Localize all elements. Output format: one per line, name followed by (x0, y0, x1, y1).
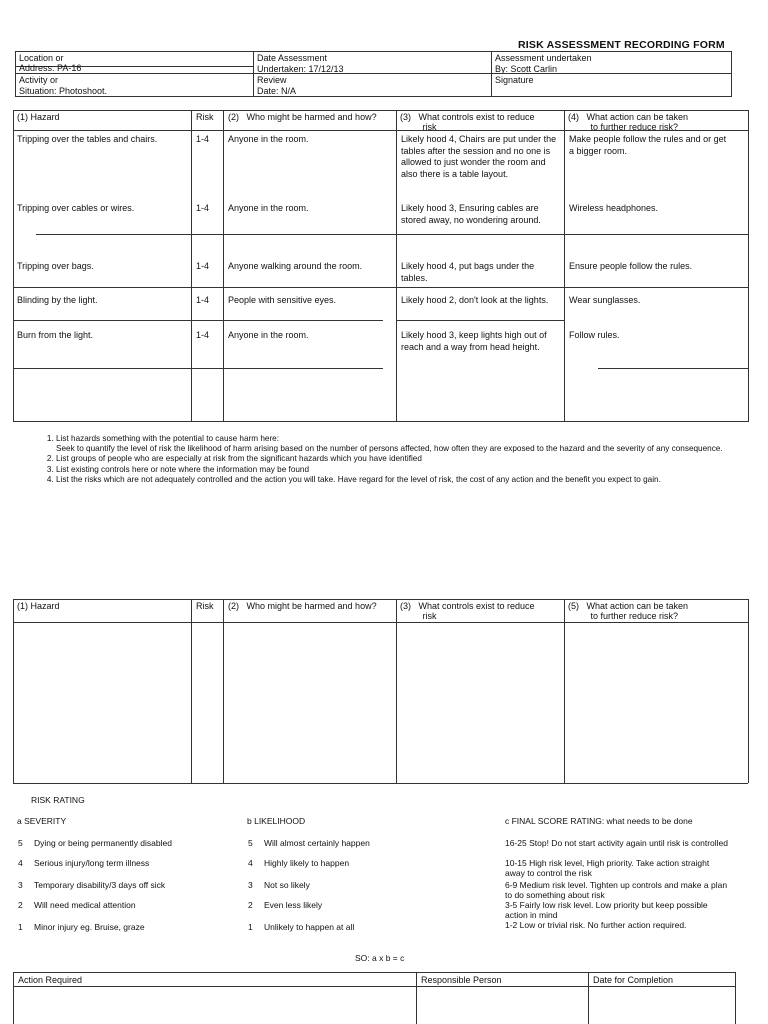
t1-col-line-2 (223, 110, 224, 422)
t1-col-line-1 (191, 110, 192, 422)
situation-value: Situation: Photoshoot. (19, 86, 108, 96)
responsible-person-header: Responsible Person (421, 975, 502, 985)
severity-text: Serious injury/long term illness (34, 858, 150, 868)
table-row-action: Wireless headphones. (569, 203, 659, 213)
signature-cell (491, 73, 732, 97)
address-cell (15, 51, 254, 73)
note-subtext: Seek to quantify the level of risk the likelihood of harm arising based on the number of persons affected, how often they are exposed to the hazard and the severity of any consequence. (56, 444, 723, 454)
severity-text: Will need medical attention (34, 900, 136, 910)
severity-num: 4 (18, 858, 23, 868)
table-row-risk: 1-4 (196, 295, 210, 305)
t2-top-line (13, 599, 748, 600)
signature-label: Signature (495, 75, 534, 85)
table-row-hazard: Tripping over the tables and chairs. (17, 134, 158, 144)
note-item: 4. List the risks which are not adequately controlled and the action you will take. Have regard for the level of risk, the cost of any action and the benefit you expect to gain. (56, 475, 746, 485)
undertaken-value: Undertaken: 17/12/13 (257, 64, 344, 74)
note-item: 3. List existing controls here or note where the information may be found (56, 465, 746, 475)
review-date-value: Date: N/A (257, 86, 297, 96)
table-row-hazard: Tripping over cables or wires. (17, 203, 135, 213)
note-text: List hazards something with the potential to cause harm here: (56, 434, 280, 443)
review-label: Review (257, 75, 287, 85)
table-row-who: Anyone in the room. (228, 134, 309, 144)
t2-left-line (13, 599, 14, 783)
likelihood-title: b LIKELIHOOD (247, 816, 306, 826)
t2-col-line-3 (396, 599, 397, 783)
table-row-action: Make people follow the rules and or get a bigger room. (569, 134, 727, 156)
guidance-notes (40, 434, 746, 485)
t1-row-line-4a (13, 368, 383, 369)
table-row-action: Ensure people follow the rules. (569, 261, 693, 271)
likelihood-text: Unlikely to happen at all (264, 922, 355, 932)
completion-date-header: Date for Completion (593, 975, 674, 985)
likelihood-text: Will almost certainly happen (264, 838, 370, 848)
t1-right-line (748, 110, 749, 422)
action-col-line-2 (588, 972, 589, 1024)
t2-col-line-1 (191, 599, 192, 783)
action-header-line (13, 986, 735, 987)
t2-col-line-4 (564, 599, 565, 783)
final-score-item: 3-5 Fairly low risk level. Low priority but keep possible action in mind (505, 900, 708, 920)
note-item (56, 434, 746, 454)
t2-header-line (13, 622, 748, 623)
t1-col-line-4 (564, 110, 565, 422)
t1-row-line-3b (396, 320, 564, 321)
action-required-header: Action Required (18, 975, 83, 985)
likelihood-num: 4 (248, 858, 253, 868)
table-row-who: Anyone walking around the room. (228, 261, 363, 271)
t1-header-who: (2) Who might be harmed and how? (228, 112, 377, 122)
action-left-line (13, 972, 14, 1024)
t1-header-hazard: (1) Hazard (17, 112, 60, 122)
final-score-item: 10-15 High risk level, High priority. Take action straight away to control the risk (505, 858, 710, 878)
t1-row-line-4b (598, 368, 748, 369)
table-row-risk: 1-4 (196, 330, 210, 340)
table-row-risk: 1-4 (196, 203, 210, 213)
table-row-risk: 1-4 (196, 261, 210, 271)
likelihood-num: 2 (248, 900, 253, 910)
assessor-cell (491, 51, 732, 74)
table-row-action: Wear sunglasses. (569, 295, 641, 305)
t1-header-action: (4) What action can be taken to further reduce risk? (568, 112, 689, 132)
table-row-action: Follow rules. (569, 330, 620, 340)
final-score-item: 1-2 Low or trivial risk. No further action required. (505, 920, 687, 930)
t2-bottom-line (13, 783, 748, 784)
severity-text: Minor injury eg. Bruise, graze (34, 922, 145, 932)
severity-num: 2 (18, 900, 23, 910)
likelihood-num: 3 (248, 880, 253, 890)
activity-label: Activity or (19, 75, 59, 85)
t1-top-line (13, 110, 748, 111)
severity-text: Dying or being permanently disabled (34, 838, 172, 848)
action-top-line (13, 972, 735, 973)
final-score-item: 16-25 Stop! Do not start activity again until risk is controlled (505, 838, 728, 848)
final-score-item: 6-9 Medium risk level. Tighten up controls and make a plan to do something about risk (505, 880, 728, 900)
risk-rating-title: RISK RATING (31, 795, 85, 805)
table-row-who: Anyone in the room. (228, 203, 309, 213)
severity-title: a SEVERITY (17, 816, 67, 826)
t2-header-risk: Risk (196, 601, 214, 611)
table-row-who: People with sensitive eyes. (228, 295, 337, 305)
table-row-risk: 1-4 (196, 134, 210, 144)
likelihood-num: 1 (248, 922, 253, 932)
t2-right-line (748, 599, 749, 783)
table-row-controls: Likely hood 4, Chairs are put under the tables after the session and no one is allowed to just wonder the room and also there is a table layout. (401, 134, 557, 179)
assessor-value: By: Scott Carlin (495, 64, 558, 74)
t1-row-line-1 (36, 234, 748, 235)
t1-left-line (13, 110, 14, 422)
location-label: Location or (19, 53, 64, 63)
action-col-line-1 (416, 972, 417, 1024)
table-row-hazard: Burn from the light. (17, 330, 94, 340)
note-item: 2. List groups of people who are especially at risk from the significant hazards which you have identified (56, 454, 746, 464)
severity-num: 5 (18, 838, 23, 848)
table-row-hazard: Blinding by the light. (17, 295, 98, 305)
severity-num: 3 (18, 880, 23, 890)
likelihood-text: Not so likely (264, 880, 310, 890)
table-row-controls: Likely hood 4, put bags under the tables. (401, 261, 535, 283)
t2-col-line-2 (223, 599, 224, 783)
formula: SO: a x b = c (355, 953, 405, 963)
t2-header-controls: (3) What controls exist to reduce risk (400, 601, 535, 621)
t2-header-action: (5) What action can be taken to further reduce risk? (568, 601, 689, 621)
action-right-line (735, 972, 736, 1024)
t2-header-hazard: (1) Hazard (17, 601, 60, 611)
review-cell (253, 73, 492, 97)
t2-header-who: (2) Who might be harmed and how? (228, 601, 377, 611)
t1-header-risk: Risk (196, 112, 214, 122)
date-cell (253, 51, 492, 74)
final-score-title: c FINAL SCORE RATING: what needs to be done (505, 816, 693, 826)
t1-row-line-2 (13, 287, 748, 288)
t1-header-controls: (3) What controls exist to reduce risk (400, 112, 535, 132)
table-row-controls: Likely hood 3, Ensuring cables are stored away, no wondering around. (401, 203, 541, 225)
likelihood-text: Highly likely to happen (264, 858, 350, 868)
table-row-controls: Likely hood 3, keep lights high out of reach and a way from head height. (401, 330, 547, 352)
t1-row-line-3a (13, 320, 383, 321)
table-row-who: Anyone in the room. (228, 330, 309, 340)
likelihood-num: 5 (248, 838, 253, 848)
table-row-controls: Likely hood 2, don't look at the lights. (401, 295, 549, 305)
form-title: RISK ASSESSMENT RECORDING FORM (518, 39, 725, 51)
date-label: Date Assessment (257, 53, 328, 63)
severity-text: Temporary disability/3 days off sick (34, 880, 166, 890)
activity-cell (15, 73, 254, 97)
address-value: Address: PA-16 (19, 63, 82, 73)
likelihood-text: Even less likely (264, 900, 323, 910)
t1-col-line-3 (396, 110, 397, 422)
severity-num: 1 (18, 922, 23, 932)
table-row-hazard: Tripping over bags. (17, 261, 94, 271)
assessment-label: Assessment undertaken (495, 53, 592, 63)
t1-bottom-line (13, 421, 748, 422)
